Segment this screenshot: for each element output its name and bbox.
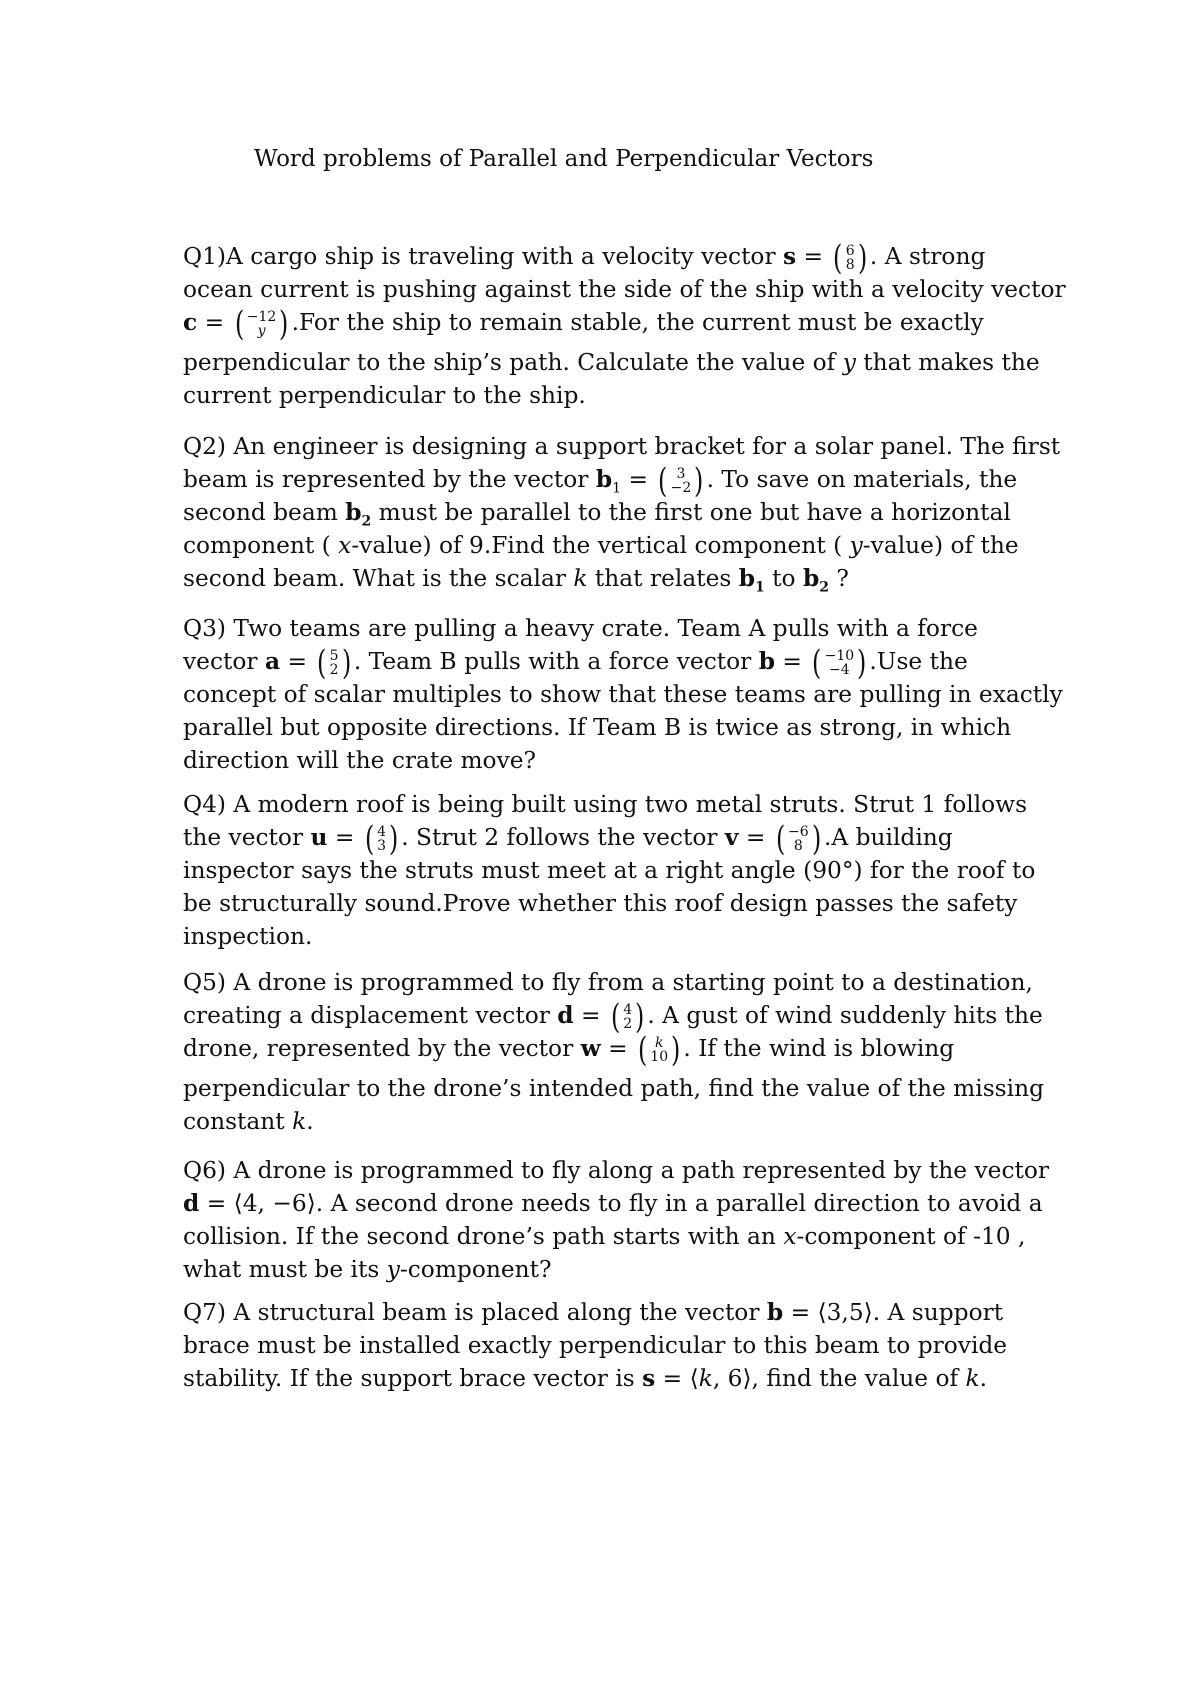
q4-line-1: Q4) A modern roof is being built using two metal struts. Strut 1 follows (183, 791, 1028, 818)
page-title: Word problems of Parallel and Perpendicular Vectors (254, 146, 874, 172)
q4-line-5: inspection. (183, 923, 313, 950)
q7-line-1: Q7) A structural beam is placed along the vector b = ⟨3,5⟩. A support (183, 1299, 1004, 1326)
column-vector-b: ( −10 −4 ) (812, 642, 867, 683)
q5-line-3: drone, represented by the vector w = ( k 10 ) . If the wind is blowing (183, 1029, 955, 1070)
question-7 (183, 1296, 1053, 1395)
q1-line-5: current perpendicular to the ship. (183, 382, 586, 409)
q2-line-3: second beam $b_2$ must be parallel to the first one but have a horizontal (183, 499, 1011, 530)
vector-symbol-c: c (183, 309, 198, 336)
q6-line-2: d = ⟨4, −6⟩. A second drone needs to fly in a parallel direction to avoid a (183, 1190, 1043, 1217)
q5-line-2: creating a displacement vector d = ( 4 2 ) . A gust of wind suddenly hits the (183, 996, 1043, 1037)
q4-line-4: be structurally sound.Prove whether this roof design passes the safety (183, 890, 1018, 917)
q2-line-1: Q2) An engineer is designing a support bracket for a solar panel. The first (183, 433, 1061, 460)
question-5 (183, 966, 1053, 1138)
q2-line-2: beam is represented by the vector $b_1$ = ( 3 −2 ) . To save on materials, the (183, 460, 1018, 501)
q5-line-1: Q5) A drone is programmed to fly from a starting point to a destination, (183, 969, 1033, 996)
q4-line-3: inspector says the struts must meet at a right angle (90°) for the roof to (183, 857, 1036, 884)
q7-line-3: stability. If the support brace vector is s = ⟨k, 6⟩, find the value of k. (183, 1365, 988, 1392)
q6-line-1: Q6) A drone is programmed to fly along a path represented by the vector (183, 1157, 1050, 1184)
q2-line-5: second beam. What is the scalar k that relates $b_1$ to $b_2$ ? (183, 565, 849, 596)
q5-line-5: constant k. (183, 1108, 314, 1135)
vector-symbol-s: s (783, 243, 797, 270)
q6-line-4: what must be its y-component? (183, 1256, 552, 1283)
q2-line-4: component ( x-value) of 9.Find the vertical component ( y-value) of the (183, 532, 1019, 559)
q1-line-4: perpendicular to the ship’s path. Calculate the value of y that makes the (183, 349, 1040, 376)
column-vector-u: ( 4 3 ) (364, 818, 399, 859)
q3-line-2: vector a = ( 5 2 ) . Team B pulls with a force vector b = ( −10 −4 ) .Use the (183, 642, 968, 683)
q3-line-3: concept of scalar multiples to show that these teams are pulling in exactly (183, 681, 1063, 708)
q6-line-3: collision. If the second drone’s path starts with an x-component of -10 , (183, 1223, 1026, 1250)
column-vector-s: ( 6 8 ) (833, 237, 867, 278)
question-3 (183, 612, 1063, 777)
column-vector-c: ( −12 y ) (234, 303, 289, 344)
question-2 (183, 430, 1061, 596)
question-4 (183, 788, 1053, 953)
q4-line-2: the vector u = ( 4 3 ) . Strut 2 follows the vector v = ( −6 8 ) .A building (183, 818, 953, 859)
q7-line-2: brace must be installed exactly perpendicular to this beam to provide (183, 1332, 1008, 1359)
column-vector-a: ( 5 2 ) (317, 642, 351, 683)
column-vector-v: ( −6 8 ) (775, 818, 821, 859)
q3-line-5: direction will the crate move? (183, 747, 537, 774)
question-1 (183, 237, 1066, 412)
q1-line-2: ocean current is pushing against the side of the ship with a velocity vector (183, 276, 1066, 303)
column-vector-b1: ( 3 −2 ) (658, 460, 704, 501)
column-vector-d: ( 4 2 ) (610, 996, 645, 1037)
question-6 (183, 1154, 1053, 1286)
q1-line-1: Q1)A cargo ship is traveling with a velocity vector s = ( 6 8 ) . A strong (183, 237, 986, 278)
q3-line-4: parallel but opposite directions. If Team B is twice as strong, in which (183, 714, 1012, 741)
q5-line-4: perpendicular to the drone’s intended path, find the value of the missing (183, 1075, 1044, 1102)
q1-line-3: c = ( −12 y ) .For the ship to remain stable, the current must be exactly (183, 303, 984, 344)
column-vector-w: ( k 10 ) (638, 1029, 681, 1070)
q3-line-1: Q3) Two teams are pulling a heavy crate. Team A pulls with a force (183, 615, 978, 642)
